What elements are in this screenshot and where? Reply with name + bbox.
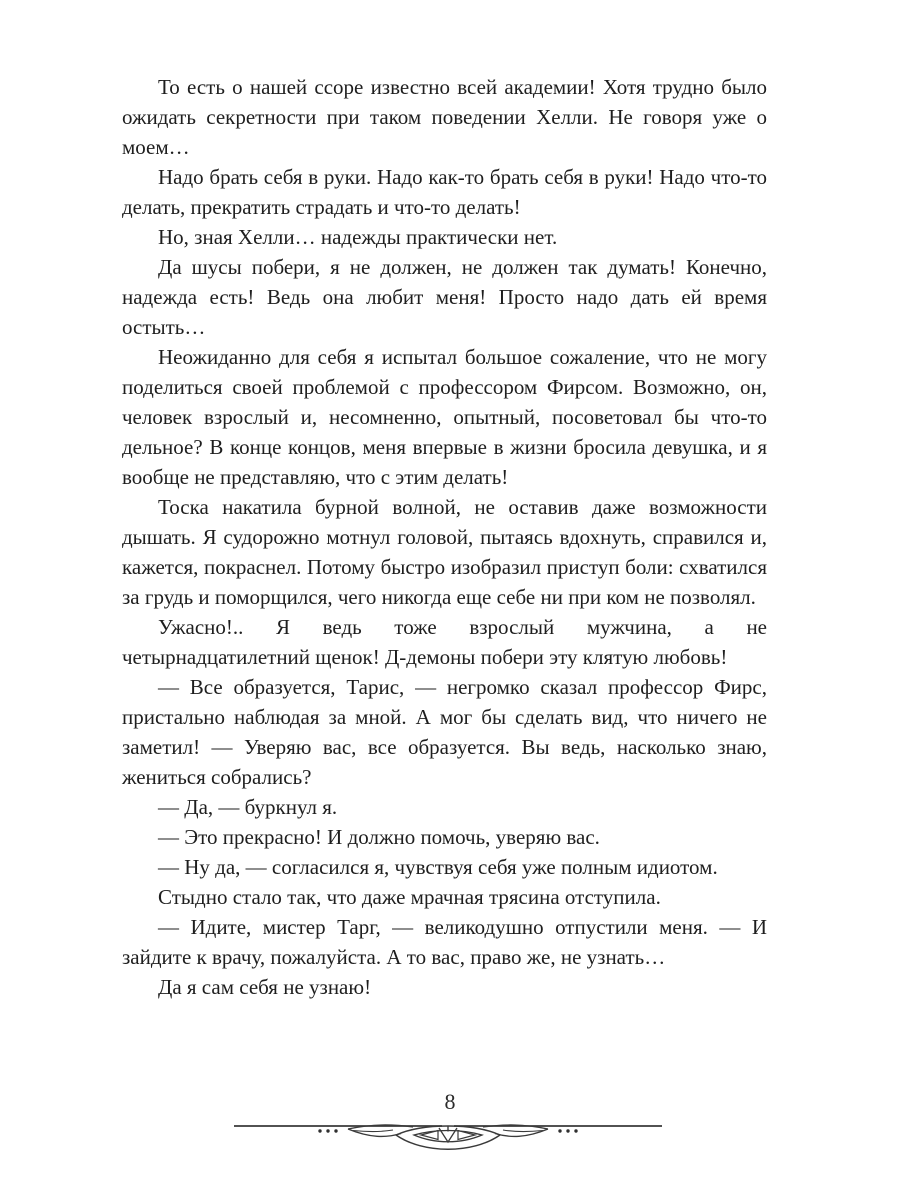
- paragraph: Тоска накатила бурной волной, не оставив даже возможности дышать. Я судорожно мотнул головой, пытаясь вдохнуть, справился и, кажется, покраснел. Потому быстро изобразил приступ боли: схватился за грудь и поморщился, чего никогда еще себе ни при ком не позволял.: [122, 495, 767, 609]
- paragraph: — Все образуется, Тарис, — негромко сказал профессор Фирс, пристально наблюдая за мной. А мог бы сделать вид, что ничего не заметил! — Уверяю вас, все образуется. Вы ведь, насколько знаю, жениться собрались?: [122, 675, 767, 789]
- paragraph: Надо брать себя в руки. Надо как-то брать себя в руки! Надо что-то делать, прекратить страдать и что-то делать!: [122, 165, 767, 219]
- paragraph: — Идите, мистер Тарг, — великодушно отпустили меня. — И зайдите к врачу, пожалуйста. А то вас, право же, не узнать…: [122, 915, 767, 969]
- page-text-block: [122, 72, 767, 1002]
- page-number: 8: [444, 1089, 456, 1114]
- paragraph: Стыдно стало так, что даже мрачная трясина отступила.: [158, 885, 661, 909]
- chapter-divider-ornament-icon: [233, 1118, 663, 1154]
- paragraph: — Да, — буркнул я.: [158, 795, 338, 819]
- paragraph: То есть о нашей ссоре известно всей академии! Хотя трудно было ожидать секретности при таком поведении Хелли. Не говоря уже о моем…: [122, 75, 767, 159]
- paragraph: Неожиданно для себя я испытал большое сожаление, что не могу поделиться своей проблемой с профессором Фирсом. Возможно, он, человек взрослый и, несомненно, опытный, посоветовал бы что-то дельное? В конце концов, меня впервые в жизни бросила девушка, и я вообще не представляю, что с этим делать!: [122, 345, 767, 489]
- paragraph: Но, зная Хелли… надежды практически нет.: [158, 225, 558, 249]
- paragraph: Ужасно!.. Я ведь тоже взрослый мужчина, а не четырнадцатилетний щенок! Д-демоны побери эту клятую любовь!: [122, 615, 767, 669]
- paragraph: — Это прекрасно! И должно помочь, уверяю вас.: [158, 825, 600, 849]
- paragraph: Да я сам себя не узнаю!: [158, 975, 372, 999]
- paragraph: Да шусы побери, я не должен, не должен так думать! Конечно, надежда есть! Ведь она любит меня! Просто надо дать ей время остыть…: [122, 255, 767, 339]
- page-footer: [0, 1090, 900, 1114]
- paragraph: — Ну да, — согласился я, чувствуя себя уже полным идиотом.: [158, 855, 718, 879]
